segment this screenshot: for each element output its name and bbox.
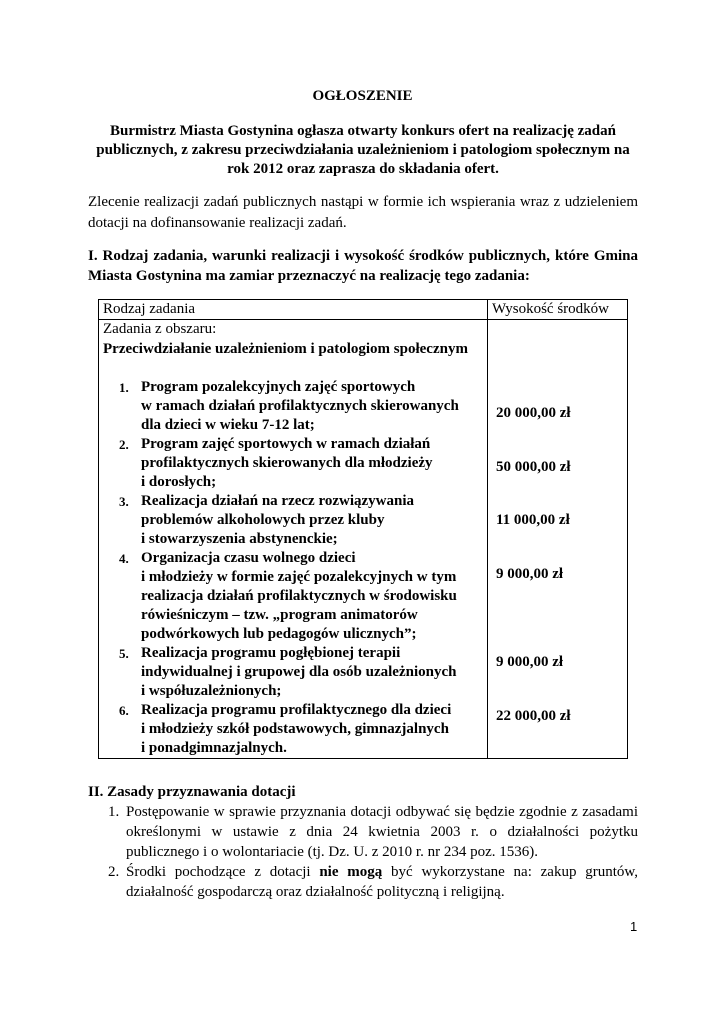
task-line: realizacja działań profilaktycznych w środowisku: [141, 588, 457, 604]
rule-number: 1.: [108, 804, 120, 820]
task-item: [103, 549, 483, 644]
task-line: Realizacja działań na rzecz rozwiązywania: [141, 493, 414, 509]
rule-item: [88, 862, 638, 902]
task-item: [103, 435, 483, 492]
header-amount: Wysokość środków: [488, 300, 628, 320]
amount-column: [492, 320, 623, 748]
rule-text: być wykorzystane na: zakup gruntów, działalność gospodarczą oraz działalność polityczną i religijną.: [126, 864, 638, 900]
task-line: Organizacja czasu wolnego dzieci: [141, 550, 356, 566]
section-1-heading: I. Rodzaj zadania, warunki realizacji i wysokość środków publicznych, które Gmina Miasta Gostynina ma zamiar przeznaczyć na realizację tego zadania:: [88, 248, 638, 284]
rule-number: 2.: [108, 864, 120, 880]
task-line: Program pozalekcyjnych zajęć sportowych: [141, 379, 416, 395]
task-line: i ponadgimnazjalnych.: [141, 740, 287, 756]
task-item: [103, 644, 483, 701]
rule-emphasis: nie mogą: [319, 864, 383, 880]
section-2: [88, 782, 638, 902]
task-number: 2.: [119, 437, 129, 452]
task-line: Program zajęć sportowych w ramach działań: [141, 436, 431, 452]
task-line: dla dzieci w wieku 7-12 lat;: [141, 417, 315, 433]
task-line: Realizacja programu pogłębionej terapii: [141, 645, 401, 661]
task-list: [103, 378, 483, 758]
area-name: Przeciwdziałanie uzależnieniom i patologiom społecznym: [103, 341, 468, 357]
task-line: i współuzależnionych;: [141, 683, 282, 699]
page-number: 1: [630, 919, 638, 934]
document-title: OGŁOSZENIE: [312, 88, 413, 104]
task-number: 4.: [119, 551, 129, 566]
task-line: i młodzieży w formie zajęć pozalekcyjnych w tym: [141, 569, 457, 585]
tasks-table: [98, 299, 628, 759]
task-line: i dorosłych;: [141, 474, 217, 490]
task-cell: [99, 320, 488, 759]
area-label: Zadania z obszaru:: [103, 321, 217, 337]
task-line: rówieśniczym – tzw. „program animatorów: [141, 607, 418, 623]
intro-paragraph: Zlecenie realizacji zadań publicznych nastąpi w formie ich wspierania wraz z udzieleniem dotacji na dofinansowanie realizacji zadań.: [88, 194, 638, 231]
task-item: [103, 492, 483, 549]
task-line: indywidualnej i grupowej dla osób uzależnionych: [141, 664, 457, 680]
task-amount: 22 000,00 zł: [496, 708, 571, 724]
task-item: [103, 701, 483, 758]
rule-text: Środki pochodzące z dotacji: [126, 864, 320, 880]
rule-text: Postępowanie w sprawie przyznania dotacji odbywać się będzie zgodnie z zasadami określonymi w ustawie z dnia 24 kwietnia 2003 r. o działalności pożytku publicznego i o wolontariacie (tj. Dz. U. z 2010 r. nr 234 poz. 1536).: [126, 804, 638, 860]
task-amount: 9 000,00 zł: [496, 654, 564, 670]
task-number: 1.: [119, 380, 129, 395]
header-task-type: Rodzaj zadania: [99, 300, 488, 320]
task-line: i stowarzyszenia abstynenckie;: [141, 531, 338, 547]
table-header-row: [99, 300, 628, 320]
task-amount: 9 000,00 zł: [496, 566, 564, 582]
table-body-row: [99, 320, 628, 759]
task-number: 6.: [119, 703, 129, 718]
amount-cell: [488, 320, 628, 759]
task-amount: 50 000,00 zł: [496, 459, 571, 475]
task-item: [103, 378, 483, 435]
task-amount: 11 000,00 zł: [496, 512, 570, 528]
task-line: podwórkowych lub pedagogów ulicznych”;: [141, 626, 417, 642]
task-line: profilaktycznych skierowanych dla młodzieży: [141, 455, 433, 471]
announcement-subtitle: Burmistrz Miasta Gostynina ogłasza otwarty konkurs ofert na realizację zadań publicznych, z zakresu przeciwdziałania uzależnieniom i patologiom społecznym na rok 2012 oraz zaprasza do składania ofert.: [96, 123, 630, 177]
task-line: problemów alkoholowych przez kluby: [141, 512, 385, 528]
task-amount: 20 000,00 zł: [496, 405, 571, 421]
section-2-heading: II. Zasady przyznawania dotacji: [88, 784, 296, 800]
task-line: w ramach działań profilaktycznych skierowanych: [141, 398, 459, 414]
task-number: 3.: [119, 494, 129, 509]
rule-item: [88, 802, 638, 862]
task-line: Realizacja programu profilaktycznego dla dzieci: [141, 702, 452, 718]
task-number: 5.: [119, 646, 129, 661]
task-line: i młodzieży szkół podstawowych, gimnazjalnych: [141, 721, 449, 737]
